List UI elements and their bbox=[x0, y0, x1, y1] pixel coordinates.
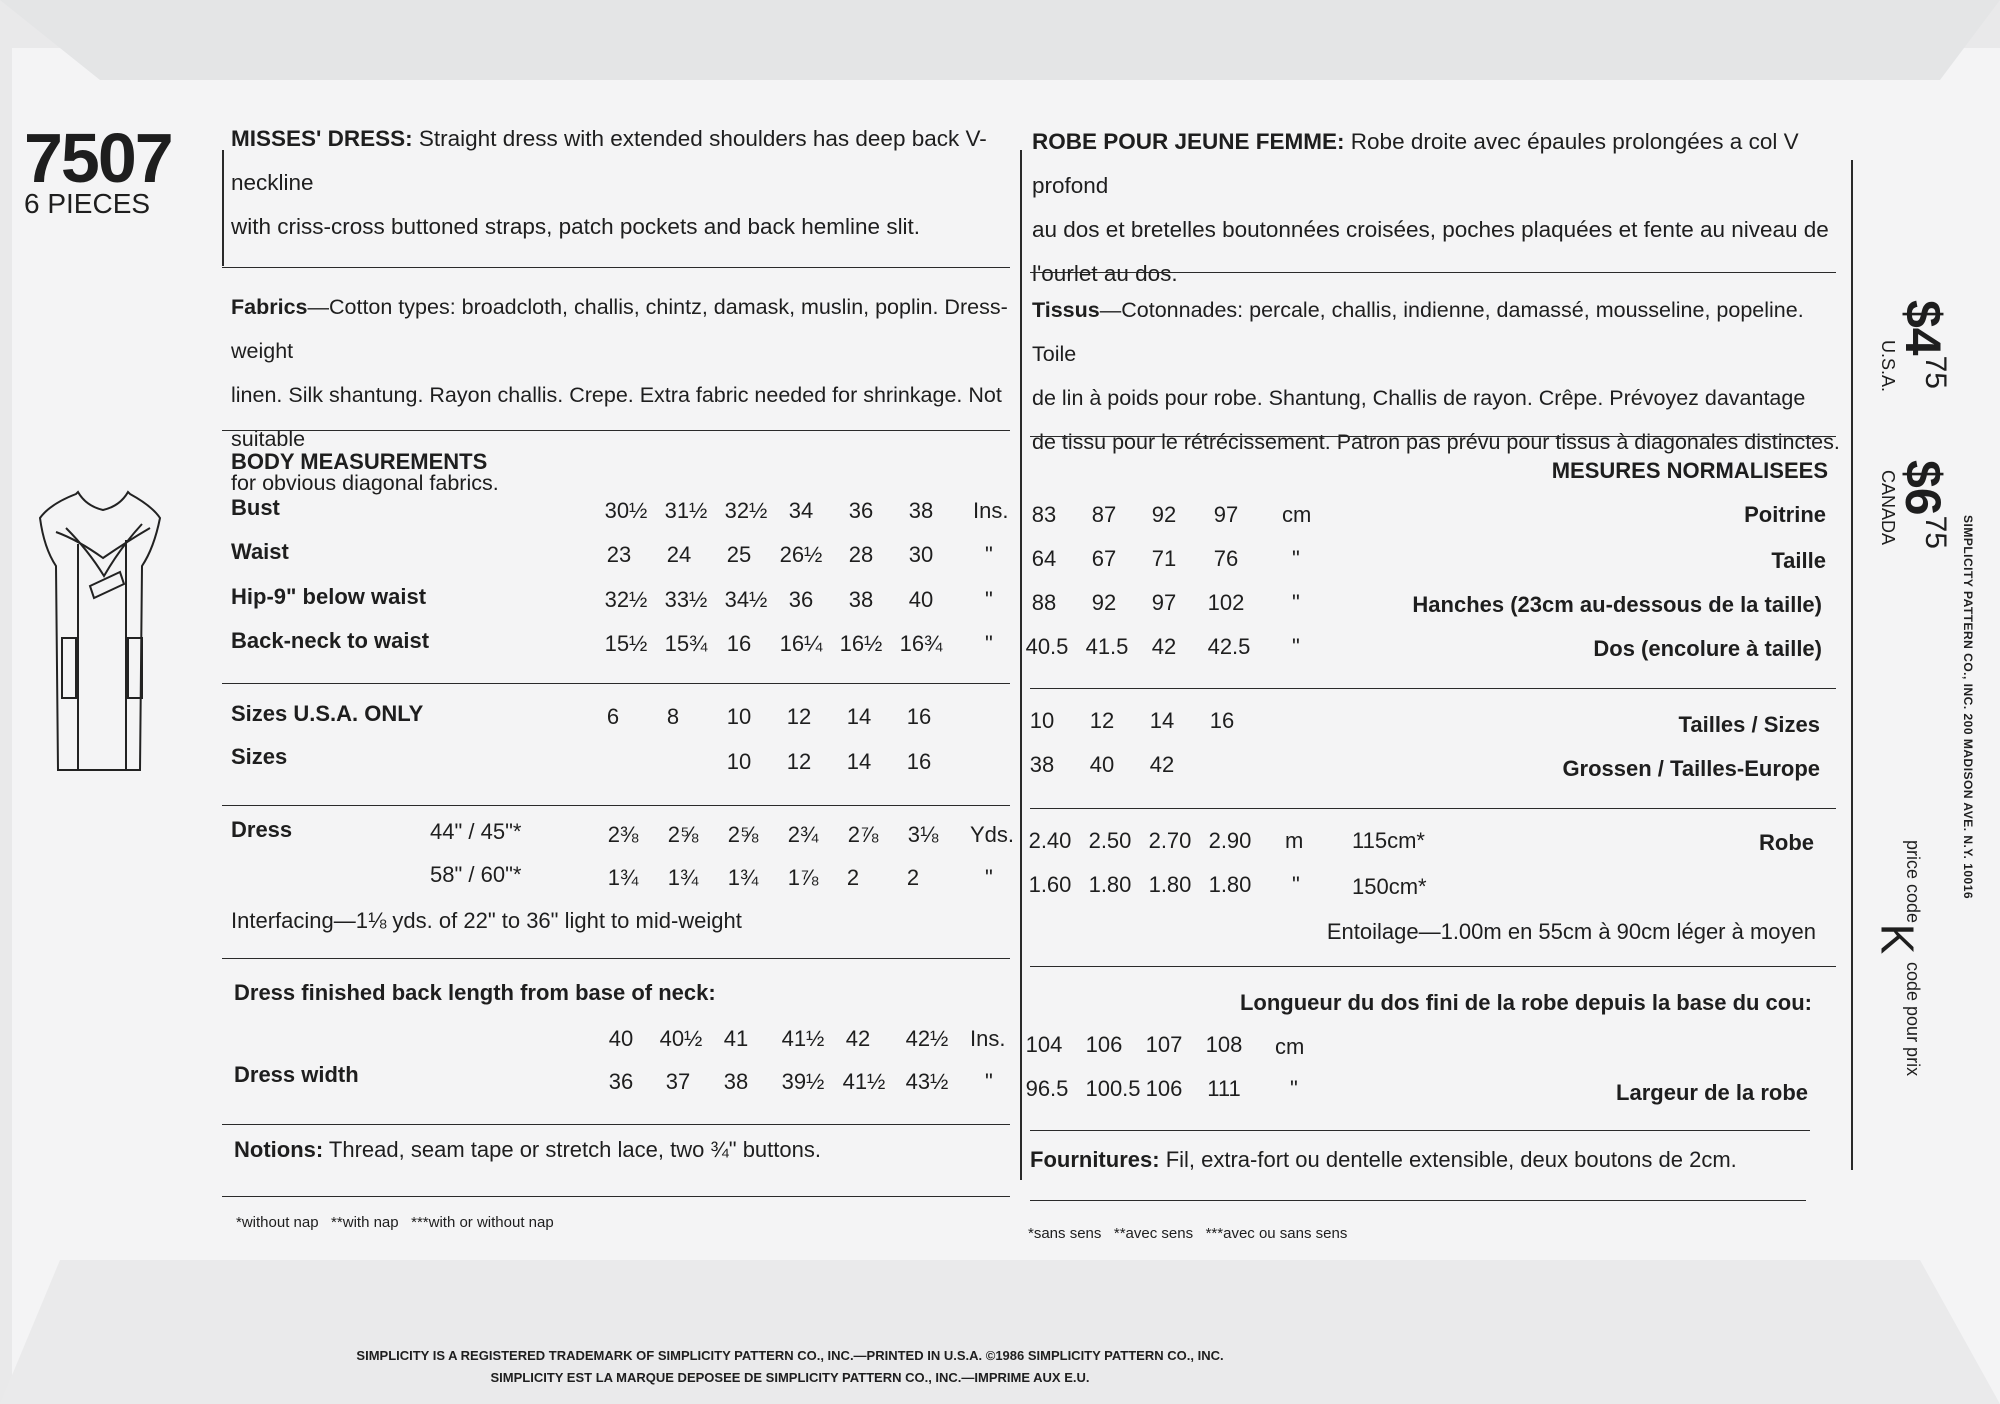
trademark-line-1: SIMPLICITY IS A REGISTERED TRADEMARK OF SIMPLICITY PATTERN CO., INC.—PRINTED IN U.S.A. ©1986 SIMPLICITY PATTERN CO., INC. bbox=[356, 1348, 1224, 1363]
fr-rule-7 bbox=[1030, 1200, 1806, 1201]
price-canada bbox=[1877, 460, 1952, 549]
en-length-v4: 41½ bbox=[781, 1026, 825, 1051]
price-code-label: price code bbox=[1903, 840, 1923, 924]
en-dress-label: Dress bbox=[231, 817, 293, 842]
fr-taille-unit: " bbox=[1292, 546, 1300, 571]
en-dress-r2-v1: 1¾ bbox=[607, 865, 639, 890]
fr-dos-label: Dos (encolure à taille) bbox=[1593, 636, 1822, 661]
fr-width-v3: 106 bbox=[1145, 1076, 1183, 1101]
fr-robe-r1-width: 115cm* bbox=[1352, 828, 1425, 853]
en-width-v3: 38 bbox=[723, 1069, 749, 1094]
fr-notions bbox=[1030, 1147, 1737, 1173]
fr-hanches-v3: 97 bbox=[1151, 590, 1177, 615]
fr-width-v2: 100.5 bbox=[1085, 1076, 1141, 1101]
fr-grossen-v3: 42 bbox=[1149, 752, 1175, 777]
en-dress-r2-v2: 1¾ bbox=[667, 865, 699, 890]
fr-rule-2 bbox=[1030, 436, 1836, 437]
fr-robe-r2-width: 150cm* bbox=[1352, 874, 1427, 899]
en-sizes-v4: 12 bbox=[786, 749, 812, 774]
en-footnote: *without nap **with nap ***with or without nap bbox=[236, 1214, 554, 1231]
en-sizes-v3: 10 bbox=[726, 749, 752, 774]
fr-rule-5 bbox=[1030, 966, 1836, 967]
en-hip-unit: " bbox=[985, 587, 993, 612]
en-dress-r1-v2: 2⅝ bbox=[667, 822, 699, 847]
fr-tailles-v2: 12 bbox=[1089, 708, 1115, 733]
fr-poitrine-v3: 92 bbox=[1151, 502, 1177, 527]
fr-poitrine-v4: 97 bbox=[1213, 502, 1239, 527]
fr-tailles-v3: 14 bbox=[1149, 708, 1175, 733]
en-sizes-usa-v2: 8 bbox=[666, 704, 680, 729]
fr-hanches-unit: " bbox=[1292, 590, 1300, 615]
fr-footnote: *sans sens **avec sens ***avec ou sans sens bbox=[1028, 1225, 1348, 1242]
en-interfacing: Interfacing—1⅛ yds. of 22" to 36" light to mid-weight bbox=[231, 908, 742, 933]
price-usa bbox=[1877, 300, 1952, 392]
fr-poitrine-label: Poitrine bbox=[1744, 502, 1826, 527]
price-code-letter: K bbox=[1871, 923, 1924, 955]
fr-body-measurements-title: MESURES NORMALISEES bbox=[1551, 458, 1828, 483]
fr-fabrics-line-3: de tissu pour le rétrécissement. Patron pas prévu pour tissus à diagonales distinctes. bbox=[1032, 430, 1840, 454]
en-length-v3: 41 bbox=[723, 1026, 749, 1051]
fr-width-label: Largeur de la robe bbox=[1616, 1080, 1808, 1105]
fr-length-v3: 107 bbox=[1145, 1032, 1183, 1057]
fr-dos-v4: 42.5 bbox=[1207, 634, 1251, 659]
en-width-unit: " bbox=[985, 1069, 993, 1094]
price-usa-label: U.S.A. bbox=[1878, 340, 1898, 393]
right-column-divider bbox=[1851, 160, 1853, 1170]
en-sizes-usa-v5: 14 bbox=[846, 704, 872, 729]
en-rule-3 bbox=[222, 683, 1010, 684]
en-width-v5: 41½ bbox=[842, 1069, 886, 1094]
fr-robe-r2-v2: 1.80 bbox=[1088, 872, 1132, 897]
en-waist-v2: 24 bbox=[666, 542, 692, 567]
price-code bbox=[1903, 840, 1923, 924]
fr-description-title: ROBE POUR JEUNE FEMME: bbox=[1032, 129, 1345, 154]
en-sizes-usa-label: Sizes U.S.A. ONLY bbox=[231, 701, 424, 726]
fr-fabrics bbox=[1032, 288, 1840, 464]
fr-entoilage: Entoilage—1.00m en 55cm à 90cm léger à moyen bbox=[1326, 919, 1816, 944]
fr-rule-6 bbox=[1030, 1130, 1810, 1131]
trademark-line-2: SIMPLICITY EST LA MARQUE DEPOSEE DE SIMPLICITY PATTERN CO., INC.—IMPRIME AUX E.U. bbox=[490, 1370, 1090, 1385]
fr-dos-v2: 41.5 bbox=[1085, 634, 1129, 659]
en-waist-v1: 23 bbox=[606, 542, 632, 567]
en-width-v2: 37 bbox=[665, 1069, 691, 1094]
fr-notions-text: Fil, extra-fort ou dentelle extensible, deux boutons de 2cm. bbox=[1165, 1147, 1737, 1172]
fr-description bbox=[1032, 120, 1840, 296]
price-block bbox=[1871, 300, 1952, 1077]
en-backneck-label: Back-neck to waist bbox=[231, 628, 430, 653]
fr-notions-title: Fournitures: bbox=[1030, 1147, 1160, 1172]
en-waist-v6: 30 bbox=[908, 542, 934, 567]
en-dress-r1-v1: 2⅜ bbox=[607, 822, 639, 847]
fr-fabrics-title: Tissus bbox=[1032, 298, 1100, 322]
fr-taille-v1: 64 bbox=[1031, 546, 1057, 571]
fr-length-v4: 108 bbox=[1205, 1032, 1243, 1057]
en-hip-v4: 36 bbox=[788, 587, 814, 612]
en-backneck-v6: 16¾ bbox=[899, 631, 943, 656]
en-backneck-unit: " bbox=[985, 631, 993, 656]
code-pour-prix-label: code pour prix bbox=[1903, 962, 1923, 1077]
en-rule-7 bbox=[222, 1196, 1010, 1197]
pattern-pieces: 6 PIECES bbox=[24, 188, 151, 219]
dress-illustration bbox=[38, 488, 168, 778]
en-notions-title: Notions: bbox=[234, 1137, 324, 1162]
en-rule-4 bbox=[222, 805, 1010, 806]
fr-rule-1 bbox=[1030, 272, 1836, 273]
en-waist-unit: " bbox=[985, 542, 993, 567]
en-bust-v6: 38 bbox=[908, 498, 934, 523]
envelope-top-flap bbox=[0, 0, 2000, 80]
en-waist-label: Waist bbox=[231, 539, 289, 564]
code-pour-prix bbox=[1903, 962, 1923, 1077]
en-fabrics-title: Fabrics bbox=[231, 295, 308, 319]
en-description-title: MISSES' DRESS: bbox=[231, 126, 413, 151]
fr-hanches-v4: 102 bbox=[1207, 590, 1245, 615]
fr-taille-label: Taille bbox=[1771, 548, 1826, 573]
fr-poitrine-unit: cm bbox=[1282, 502, 1312, 527]
en-waist-v3: 25 bbox=[726, 542, 752, 567]
fr-width-v4: 111 bbox=[1207, 1076, 1241, 1101]
en-description-line-2: with criss-cross buttoned straps, patch pockets and back hemline slit. bbox=[231, 214, 921, 239]
fr-width-unit: " bbox=[1290, 1076, 1298, 1101]
en-dress-r2-v4: 1⅞ bbox=[787, 865, 819, 890]
fr-robe-r1-v3: 2.70 bbox=[1148, 828, 1192, 853]
en-dress-r1-unit: Yds. bbox=[970, 822, 1015, 847]
fr-grossen-label: Grossen / Tailles-Europe bbox=[1562, 756, 1820, 781]
en-sizes-usa-v6: 16 bbox=[906, 704, 932, 729]
en-backneck-v2: 15¾ bbox=[664, 631, 708, 656]
fr-description-line-1: Robe droite avec épaules prolongées a col V profond bbox=[1032, 129, 1799, 198]
en-width-v6: 43½ bbox=[905, 1069, 949, 1094]
en-width-v4: 39½ bbox=[781, 1069, 825, 1094]
en-fabrics-line-3: for obvious diagonal fabrics. bbox=[231, 471, 499, 495]
fr-length-v2: 106 bbox=[1085, 1032, 1123, 1057]
en-length-v1: 40 bbox=[608, 1026, 634, 1051]
fr-dos-unit: " bbox=[1292, 634, 1300, 659]
fr-tailles-v4: 16 bbox=[1209, 708, 1235, 733]
en-rule-2 bbox=[222, 430, 1010, 431]
fr-poitrine-v1: 83 bbox=[1031, 502, 1057, 527]
fr-rule-3 bbox=[1030, 688, 1836, 689]
en-bust-v3: 32½ bbox=[724, 498, 768, 523]
en-sizes-usa-v1: 6 bbox=[606, 704, 620, 729]
en-hip-v2: 33½ bbox=[664, 587, 708, 612]
en-length-v6: 42½ bbox=[905, 1026, 949, 1051]
en-rule-6 bbox=[222, 1124, 1010, 1125]
en-length-v2: 40½ bbox=[659, 1026, 703, 1051]
en-backneck-v1: 15½ bbox=[604, 631, 648, 656]
left-column-divider bbox=[222, 150, 224, 266]
en-dress-r1-v4: 2¾ bbox=[787, 822, 819, 847]
fr-hanches-v1: 88 bbox=[1031, 590, 1057, 615]
en-length-v5: 42 bbox=[845, 1026, 871, 1051]
fr-robe-r2-v1: 1.60 bbox=[1028, 872, 1072, 897]
en-backneck-v4: 16¼ bbox=[779, 631, 823, 656]
price-canada-label: CANADA bbox=[1878, 470, 1898, 546]
en-rule-5 bbox=[222, 958, 1010, 959]
en-bust-unit: Ins. bbox=[973, 498, 1009, 523]
fr-hanches-label: Hanches (23cm au-dessous de la taille) bbox=[1412, 592, 1822, 617]
fr-taille-v4: 76 bbox=[1213, 546, 1239, 571]
en-waist-v5: 28 bbox=[848, 542, 874, 567]
en-description bbox=[231, 117, 1011, 249]
en-sizes-v5: 14 bbox=[846, 749, 872, 774]
en-length-unit: Ins. bbox=[970, 1026, 1006, 1051]
en-hip-v3: 34½ bbox=[724, 587, 768, 612]
fr-grossen-v1: 38 bbox=[1029, 752, 1055, 777]
en-body-measurements-title: BODY MEASUREMENTS bbox=[231, 449, 488, 474]
en-sizes-usa-v3: 10 bbox=[726, 704, 752, 729]
en-waist-v4: 26½ bbox=[779, 542, 823, 567]
price-usa-amount: $4 bbox=[1895, 300, 1951, 356]
en-dress-width-1: 44" / 45"* bbox=[430, 819, 522, 844]
fr-dos-v1: 40.5 bbox=[1025, 634, 1069, 659]
en-notions-text: Thread, seam tape or stretch lace, two ¾" buttons. bbox=[328, 1137, 821, 1162]
publisher-address: SIMPLICITY PATTERN CO., INC. 200 MADISON AVE. N.Y. 10016 bbox=[1961, 515, 1975, 900]
en-bust-v4: 34 bbox=[788, 498, 814, 523]
en-hip-v6: 40 bbox=[908, 587, 934, 612]
en-dress-width-2: 58" / 60"* bbox=[430, 862, 522, 887]
fr-robe-r1-v4: 2.90 bbox=[1208, 828, 1252, 853]
en-dress-r1-v5: 2⅞ bbox=[847, 822, 879, 847]
en-width-v1: 36 bbox=[608, 1069, 634, 1094]
en-rule-1 bbox=[222, 267, 1010, 268]
en-dress-r1-v6: 3⅛ bbox=[907, 822, 939, 847]
fr-hanches-v2: 92 bbox=[1091, 590, 1117, 615]
en-bust-v2: 31½ bbox=[664, 498, 708, 523]
price-canada-cents: 75 bbox=[1919, 515, 1952, 549]
fr-length-unit: cm bbox=[1275, 1034, 1305, 1059]
fr-rule-4 bbox=[1030, 808, 1836, 809]
en-bust-label: Bust bbox=[231, 495, 280, 520]
fr-width-v1: 96.5 bbox=[1025, 1076, 1069, 1101]
en-fabrics-line-2: linen. Silk shantung. Rayon challis. Crepe. Extra fabric needed for shrinkage. Not suitable bbox=[231, 383, 1002, 451]
en-description-line-1: Straight dress with extended shoulders has deep back V-neckline bbox=[231, 126, 987, 195]
fr-robe-r1-v1: 2.40 bbox=[1028, 828, 1072, 853]
en-hip-v5: 38 bbox=[848, 587, 874, 612]
fr-fabrics-line-1: —Cotonnades: percale, challis, indienne, damassé, mousseline, popeline. Toile bbox=[1032, 298, 1804, 366]
fr-fabrics-line-2: de lin à poids pour robe. Shantung, Challis de rayon. Crêpe. Prévoyez davantage bbox=[1032, 386, 1806, 410]
en-hip-label: Hip-9" below waist bbox=[231, 584, 427, 609]
en-finished-title: Dress finished back length from base of neck: bbox=[234, 980, 716, 1005]
en-dress-r1-v3: 2⅝ bbox=[727, 822, 759, 847]
fr-robe-r2-unit: " bbox=[1292, 872, 1300, 897]
fr-grossen-v2: 40 bbox=[1089, 752, 1115, 777]
fr-robe-r2-v3: 1.80 bbox=[1148, 872, 1192, 897]
fr-robe-label: Robe bbox=[1759, 830, 1814, 855]
fr-tailles-label: Tailles / Sizes bbox=[1678, 712, 1820, 737]
en-backneck-v3: 16 bbox=[726, 631, 752, 656]
fr-tailles-v1: 10 bbox=[1029, 708, 1055, 733]
en-width-label: Dress width bbox=[234, 1062, 359, 1087]
en-hip-v1: 32½ bbox=[604, 587, 648, 612]
price-canada-amount: $6 bbox=[1895, 460, 1951, 516]
en-sizes-usa-v4: 12 bbox=[786, 704, 812, 729]
en-fabrics-line-1: —Cotton types: broadcloth, challis, chintz, damask, muslin, poplin. Dress-weight bbox=[231, 295, 1008, 363]
fr-finished-title: Longueur du dos fini de la robe depuis la base du cou: bbox=[1239, 990, 1812, 1015]
fr-dos-v3: 42 bbox=[1151, 634, 1177, 659]
en-bust-v5: 36 bbox=[848, 498, 874, 523]
en-dress-r2-v3: 1¾ bbox=[727, 865, 759, 890]
fr-taille-v3: 71 bbox=[1151, 546, 1177, 571]
en-sizes-v6: 16 bbox=[906, 749, 932, 774]
fr-poitrine-v2: 87 bbox=[1091, 502, 1117, 527]
price-usa-cents: 75 bbox=[1919, 355, 1952, 389]
en-dress-r2-v6: 2 bbox=[906, 865, 920, 890]
en-dress-r2-unit: " bbox=[985, 865, 993, 890]
fr-robe-r1-unit: m bbox=[1285, 828, 1304, 853]
fr-taille-v2: 67 bbox=[1091, 546, 1117, 571]
fr-description-line-3: l'ourlet au dos. bbox=[1032, 261, 1178, 286]
en-notions bbox=[234, 1137, 821, 1163]
fr-description-line-2: au dos et bretelles boutonnées croisées, poches plaquées et fente au niveau de bbox=[1032, 217, 1829, 242]
fr-robe-r1-v2: 2.50 bbox=[1088, 828, 1132, 853]
en-sizes-label: Sizes bbox=[231, 744, 288, 769]
en-backneck-v5: 16½ bbox=[839, 631, 883, 656]
en-bust-v1: 30½ bbox=[604, 498, 648, 523]
pattern-number: 7507 bbox=[24, 119, 172, 197]
fr-length-v1: 104 bbox=[1025, 1032, 1063, 1057]
en-dress-r2-v5: 2 bbox=[846, 865, 860, 890]
fr-robe-r2-v4: 1.80 bbox=[1208, 872, 1252, 897]
